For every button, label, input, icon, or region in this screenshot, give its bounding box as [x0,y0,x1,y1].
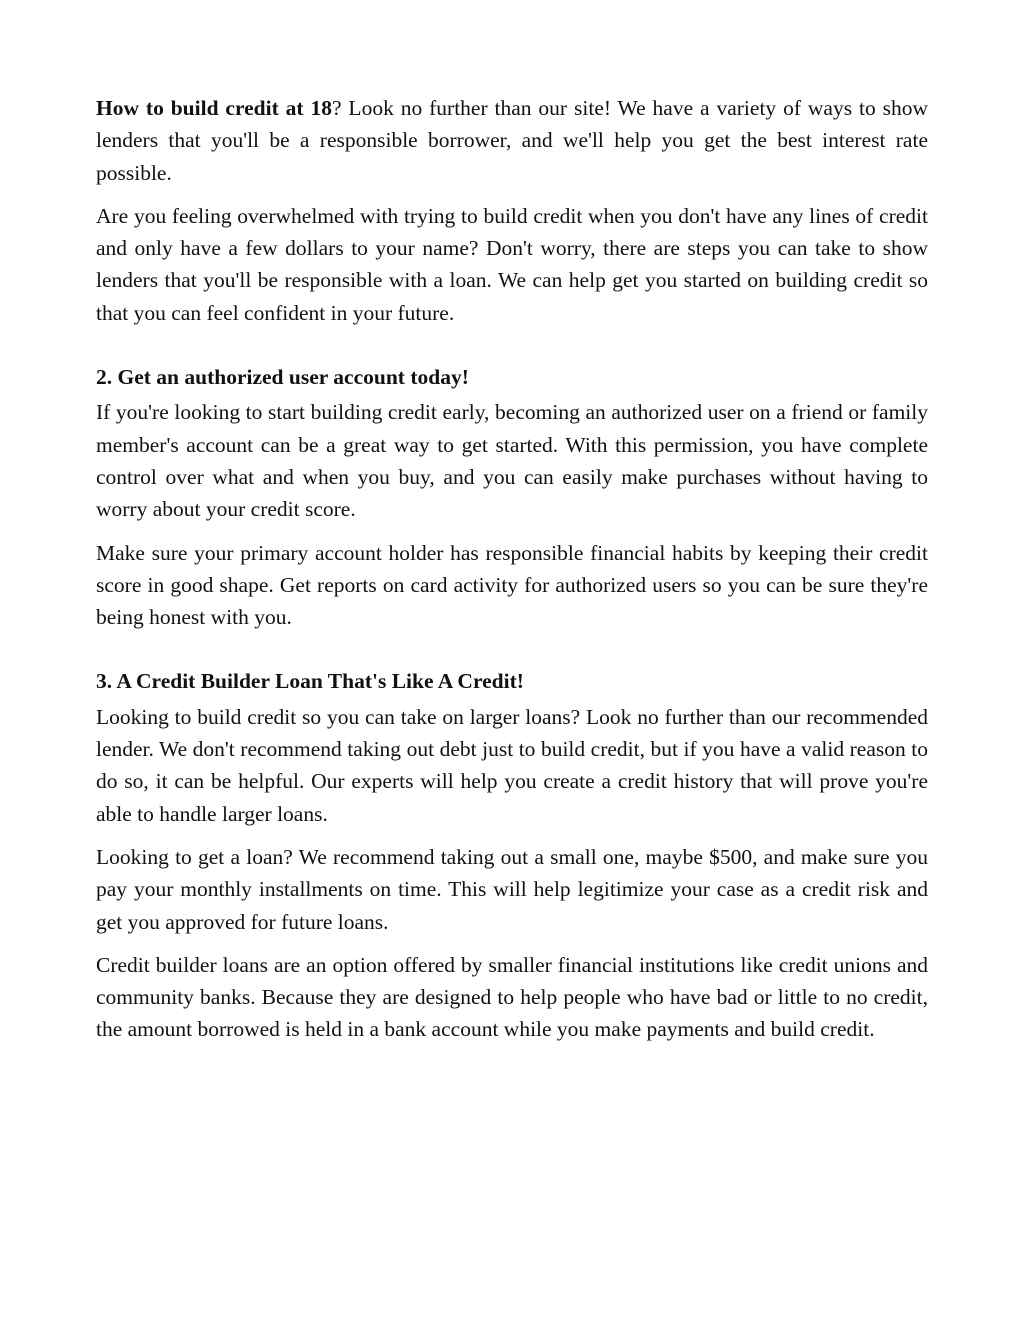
section-3-paragraph-3: Credit builder loans are an option offered by smaller financial institutions like credit unions and community banks. Because they are designed to help people who have bad or little to no credit, the amount borrowed is held in a bank account while you make payments and build credit. [96,952,928,1042]
section-2-heading: 2. Get an authorized user account today! [96,365,469,390]
section-2-paragraph-2: Make sure your primary account holder has responsible financial habits by keeping their credit score in good shape. Get reports on card activity for authorized users so you can be sure they're being honest with you. [96,540,928,630]
section-3-heading: 3. A Credit Builder Loan That's Like A Credit! [96,669,524,694]
section-spacer [96,340,928,361]
section-2-paragraph-1: If you're looking to start building credit early, becoming an authorized user on a friend or family member's account can be a great way to get started. With this permission, you have complete control over what and when you buy, and you can easily make purchases without having to worry about your credit score. [96,400,928,522]
section-spacer [96,644,928,665]
intro-paragraph-2: Are you feeling overwhelmed with trying to build credit when you don't have any lines of credit and only have a few dollars to your name? Don't worry, there are steps you can take to show lenders that you'll be responsible with a loan. We can help get you started on building credit so that you can feel confident in your future. [96,203,928,325]
intro-lead-rest: ? Look no further than our site! We have a variety of ways to show lenders that you'll be a responsible borrower, and we'll help you get the best interest rate possible. [96,96,928,185]
intro-paragraph [96,92,928,189]
intro-lead-text: How to build credit at 18 [96,96,332,120]
section-3-paragraph-1: Looking to build credit so you can take on larger loans? Look no further than our recommended lender. We don't recommend taking out debt just to build credit, but if you have a valid reason to do so, it can be helpful. Our experts will help you create a credit history that will prove you're able to handle larger loans. [96,704,928,826]
section-3-paragraph-2: Looking to get a loan? We recommend taking out a small one, maybe $500, and make sure you pay your monthly installments on time. This will help legitimize your case as a credit risk and get you approved for future loans. [96,844,928,934]
document-page [96,92,928,1057]
